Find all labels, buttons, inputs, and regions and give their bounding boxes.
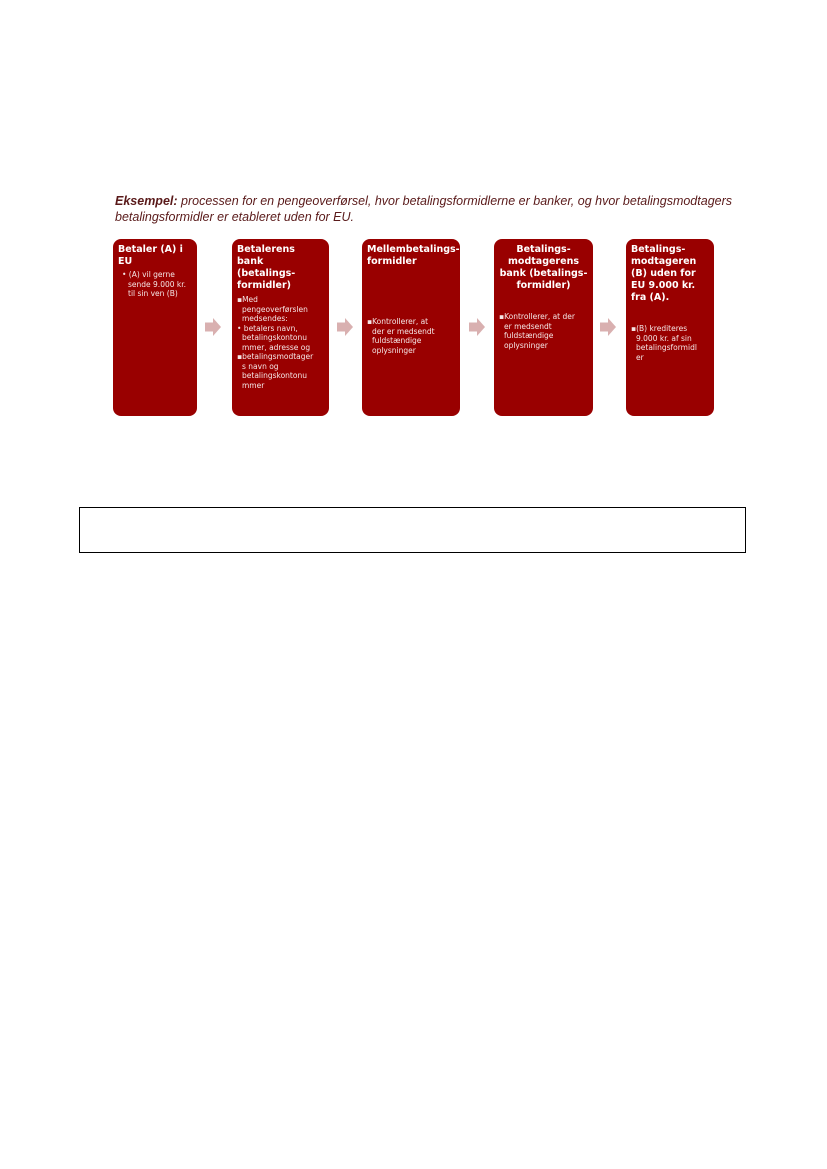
step-line: betalingsformidl [636, 343, 697, 352]
arrow-right-icon [337, 318, 353, 336]
step-line: 9.000 kr. af sin [636, 333, 692, 343]
step-body [367, 317, 455, 355]
step-title: Betalerens bank (betalings-formidler) [237, 244, 296, 291]
flow-step-payee [626, 239, 714, 416]
example-caption [115, 193, 755, 225]
arrow-right-icon [600, 318, 616, 336]
step-line: mmer [242, 380, 265, 390]
step-body [118, 270, 192, 299]
step-title: Betalings-modtagerens bank (betalings-formidler) [499, 244, 588, 291]
step-line: ▪Kontrollerer, at [367, 317, 429, 326]
step-line: medsendes: [242, 314, 288, 323]
step-line: sende 9.000 kr. [128, 279, 187, 289]
step-line: s navn og [242, 361, 279, 371]
step-line: er medsendt [504, 321, 552, 331]
step-title: Mellembetalings-formidler [367, 244, 460, 267]
caption-text: processen for en pengeoverførsel, hvor betalingsformidlerne er banker, og hvor betalingsmodtagers betalingsformidler er etableret uden for EU. [115, 194, 733, 224]
step-line: er [636, 352, 644, 362]
step-line: ▪Kontrollerer, at der [499, 312, 575, 321]
flow-step-intermediary [362, 239, 460, 416]
step-line: ▪Med [237, 295, 258, 304]
step-line: der er medsendt [372, 326, 435, 336]
step-line: fuldstændige [504, 331, 554, 340]
arrow-right-icon [205, 318, 221, 336]
step-line: ▪betalingsmodtager [237, 352, 314, 361]
step-body [631, 324, 709, 362]
flow-step-payer-bank [232, 239, 329, 416]
step-body [237, 295, 324, 390]
step-line: fuldstændige [372, 336, 422, 345]
step-line: oplysninger [504, 340, 548, 350]
flow-step-payee-bank [494, 239, 593, 416]
step-body [499, 312, 588, 350]
step-line: ▪(B) krediteres [631, 324, 688, 333]
flow-step-payer [113, 239, 197, 416]
step-line: • betalers navn, [237, 323, 298, 333]
step-title: Betaler (A) i EU [118, 244, 183, 267]
step-line: pengeoverførslen [242, 304, 308, 314]
step-line: • (A) vil gerne [122, 270, 175, 279]
caption-lead: Eksempel: [115, 194, 178, 208]
empty-note-box [79, 507, 746, 553]
step-line: betalingskontonu [242, 371, 307, 380]
step-line: mmer, adresse og [242, 342, 311, 352]
step-line: betalingskontonu [242, 333, 307, 342]
step-title: Betalings-modtageren (B) uden for EU 9.000 kr. fra (A). [631, 244, 697, 303]
step-line: til sin ven (B) [128, 289, 178, 298]
arrow-right-icon [469, 318, 485, 336]
step-line: oplysninger [372, 345, 416, 355]
